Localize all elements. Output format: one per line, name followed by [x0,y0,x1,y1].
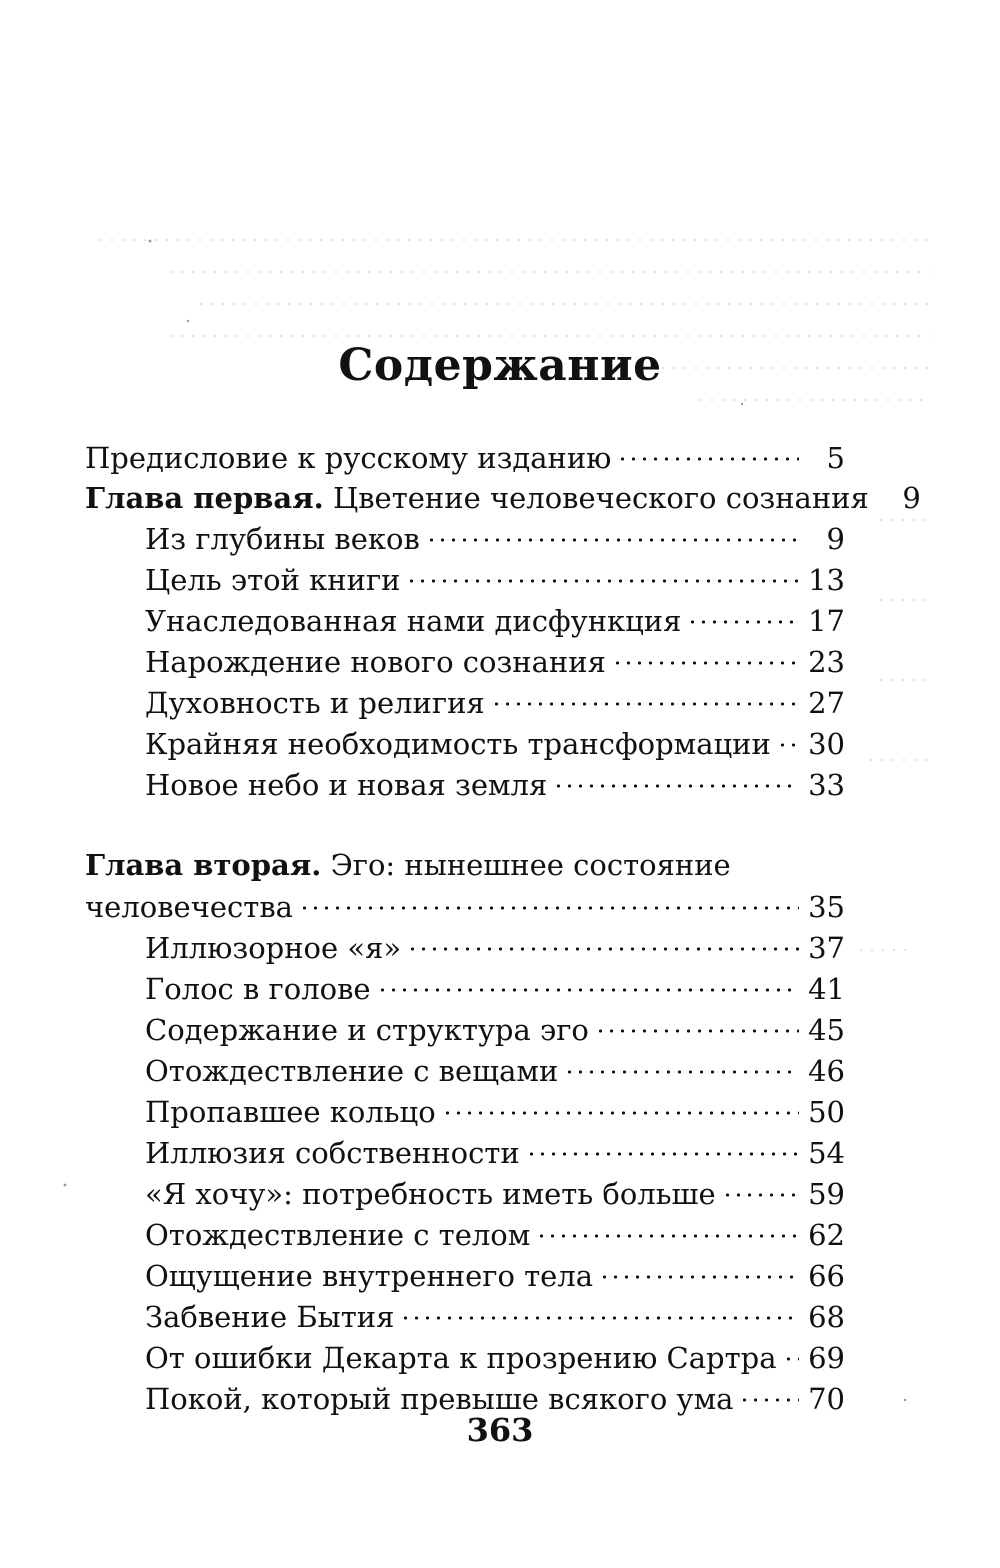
toc-page-number: 30 [808,727,845,761]
toc-entry-section[interactable] [145,1297,845,1337]
toc-entry-section[interactable] [145,928,845,968]
toc-entry-section[interactable] [145,519,845,559]
toc-page-number: 33 [808,768,845,802]
dot-leader [595,1029,799,1033]
toc-page-number: 66 [808,1259,845,1293]
toc-entry-title: Забвение Бытия [145,1300,395,1334]
toc-entry-section[interactable] [145,683,845,723]
toc-entry-title: Отождествление с вещами [145,1054,559,1088]
toc-entry-title: Отождествление с телом [145,1218,531,1252]
toc-page-number: 9 [902,481,921,515]
toc-entry-title: Предисловие к русскому изданию [85,441,612,475]
toc-entry-chapter-2[interactable] [85,887,845,927]
toc-entry-title: Пропавшее кольцо [145,1095,436,1129]
toc-page-number: 70 [808,1382,845,1416]
toc-entry-title: человечества [85,890,293,924]
toc-page-number: 69 [808,1341,845,1375]
toc-entry-title: Голос в голове [145,972,371,1006]
dot-leader [687,620,799,624]
dot-leader [299,906,799,910]
toc-entry-title: Иллюзия собственности [145,1136,520,1170]
chapter-title: Цветение человеческого сознания [332,481,869,515]
toc-entry-section[interactable] [145,642,845,682]
toc-page-number: 5 [826,441,845,475]
dot-leader [612,661,799,665]
toc-page-number: 37 [808,931,845,965]
toc-entry-title: Унаследованная нами дисфункция [145,604,682,638]
toc-entry-chapter-2-heading[interactable] [85,845,731,885]
dot-leader [553,784,799,788]
dot-leader [491,702,799,706]
toc-page-number: 46 [808,1054,845,1088]
chapter-title: Эго: нынешнее состояние [330,848,731,882]
toc-page-number: 50 [808,1095,845,1129]
toc-page-number: 68 [808,1300,845,1334]
toc-entry-section[interactable] [145,1010,845,1050]
dot-leader [426,538,799,542]
toc-entry-title: Ощущение внутреннего тела [145,1259,594,1293]
toc-page-number: 23 [808,645,845,679]
dot-leader [783,1357,800,1361]
toc-entry-title [85,478,869,518]
dot-leader [377,988,799,992]
toc-page-number: 62 [808,1218,845,1252]
contents-heading: Содержание [338,340,662,391]
chapter-label: Глава первая. [85,481,324,515]
toc-page-number: 27 [808,686,845,720]
toc-entry-title: Из глубины веков [145,522,420,556]
dot-leader [407,947,799,951]
toc-entry-section[interactable] [145,601,845,641]
toc-entry-section[interactable] [145,724,845,764]
toc-entry-title: От ошибки Декарта к прозрению Сартра [145,1341,777,1375]
toc-entry-section[interactable] [145,1051,845,1091]
chapter-label: Глава вторая. [85,848,322,882]
toc-entry-title: Новое небо и новая земля [145,768,548,802]
dot-leader [406,579,799,583]
toc-entry-title: Нарождение нового сознания [145,645,606,679]
toc-entry-section[interactable] [145,1092,845,1132]
dot-leader [536,1234,799,1238]
toc-entry-title: Крайняя необходимость трансформации [145,727,771,761]
dot-leader [526,1152,799,1156]
toc-entry-title: Цель этой книги [145,563,401,597]
toc-entry-section[interactable] [145,969,845,1009]
toc-entry-title: Покой, который превыше всякого ума [145,1382,734,1416]
toc-page-number: 17 [808,604,845,638]
dot-leader [400,1316,799,1320]
toc-entry-section[interactable] [145,1256,845,1296]
toc-page-number: 54 [808,1136,845,1170]
dot-leader [777,743,799,747]
dot-leader [739,1398,799,1402]
toc-entry-title: Иллюзорное «я» [145,931,402,965]
toc-page-number: 59 [808,1177,845,1211]
toc-entry-title: Содержание и структура эго [145,1013,589,1047]
toc-entry-title: «Я хочу»: потребность иметь больше [145,1177,716,1211]
page-number: 363 [466,1411,534,1449]
dot-leader [442,1111,799,1115]
dot-leader [599,1275,799,1279]
toc-entry-section[interactable] [145,1174,845,1214]
toc-entry-section[interactable] [145,1338,845,1378]
toc-entry-section[interactable] [145,560,845,600]
toc-entry-section[interactable] [145,1215,845,1255]
toc-entry-section[interactable] [145,765,845,805]
toc-page-number: 13 [808,563,845,597]
toc-page-number: 45 [808,1013,845,1047]
dot-leader [722,1193,799,1197]
toc-entry-section[interactable] [145,1133,845,1173]
toc-page-number: 35 [808,890,845,924]
toc-page-number: 9 [826,522,845,556]
toc-entry-preface[interactable] [85,438,845,478]
dot-leader [564,1070,799,1074]
toc-page-number: 41 [808,972,845,1006]
toc-entry-chapter-1[interactable] [85,478,921,518]
toc-entry-title: Духовность и религия [145,686,485,720]
dot-leader [617,457,799,461]
